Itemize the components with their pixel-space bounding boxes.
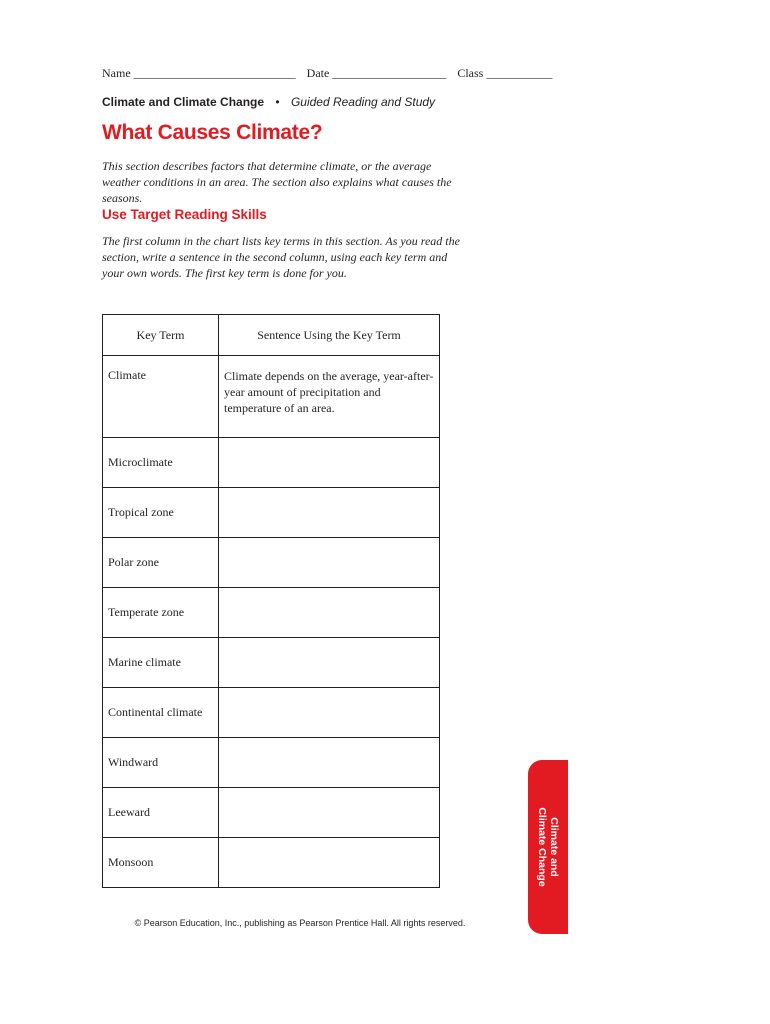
sentence-answer-cell[interactable]	[219, 438, 440, 488]
key-term-cell: Polar zone	[103, 538, 219, 588]
key-term-cell: Monsoon	[103, 838, 219, 888]
key-term-cell: Tropical zone	[103, 488, 219, 538]
class-field[interactable]: Class ___________	[457, 66, 553, 80]
chapter-name: Climate and Climate Change	[102, 95, 265, 109]
key-term-cell: Leeward	[103, 788, 219, 838]
table-row	[103, 688, 440, 738]
key-term-cell: Temperate zone	[103, 588, 219, 638]
worksheet-subtitle	[102, 95, 435, 109]
sentence-answer-cell[interactable]	[219, 488, 440, 538]
table-row	[103, 738, 440, 788]
skills-instructions: The first column in the chart lists key terms in this section. As you read the section, write a sentence in the second column, using each key term and your own words. The first key term is done for you.	[102, 234, 460, 280]
sentence-header: Sentence Using the Key Term	[219, 315, 440, 356]
copyright-footer: © Pearson Education, Inc., publishing as Pearson Prentice Hall. All rights reserved.	[134, 918, 466, 928]
side-tab-label	[536, 807, 560, 886]
guide-name: Guided Reading and Study	[290, 95, 436, 109]
sentence-answer-cell[interactable]	[219, 588, 440, 638]
key-term-cell: Windward	[103, 738, 219, 788]
side-tab-line-2: Climate Change	[536, 807, 548, 887]
table-row	[103, 838, 440, 888]
sentence-answer-cell[interactable]	[219, 538, 440, 588]
sentence-answer-cell[interactable]	[219, 638, 440, 688]
sentence-cell: Climate depends on the average, year-after-year amount of precipitation and temperature of an area.	[219, 356, 440, 438]
sentence-answer-cell[interactable]	[219, 688, 440, 738]
key-term-cell: Microclimate	[103, 438, 219, 488]
table-row	[103, 588, 440, 638]
side-tab-line-1: Climate and	[548, 817, 560, 877]
table-row	[103, 638, 440, 688]
key-term-cell: Climate	[103, 356, 219, 438]
table-row	[103, 788, 440, 838]
sentence-answer-cell[interactable]	[219, 838, 440, 888]
table-row	[103, 538, 440, 588]
table-row	[103, 438, 440, 488]
skills-heading: Use Target Reading Skills	[102, 207, 267, 222]
section-intro: This section describes factors that determine climate, or the average weather conditions in an area. The section also explains what causes the seasons.	[102, 159, 452, 205]
key-term-cell: Continental climate	[103, 688, 219, 738]
sentence-answer-cell[interactable]	[219, 788, 440, 838]
key-term-header: Key Term	[103, 315, 219, 356]
date-field[interactable]: Date ___________________	[306, 66, 447, 80]
table-header-row	[103, 315, 440, 356]
key-terms-table	[102, 314, 440, 888]
table-row	[103, 488, 440, 538]
student-info-line	[102, 66, 560, 81]
sentence-answer-cell[interactable]	[219, 738, 440, 788]
key-term-cell: Marine climate	[103, 638, 219, 688]
chapter-side-tab	[528, 760, 568, 934]
page-title: What Causes Climate?	[102, 121, 323, 144]
table-row	[103, 356, 440, 438]
bullet-separator: •	[275, 95, 280, 109]
name-field[interactable]: Name ___________________________	[102, 66, 296, 80]
